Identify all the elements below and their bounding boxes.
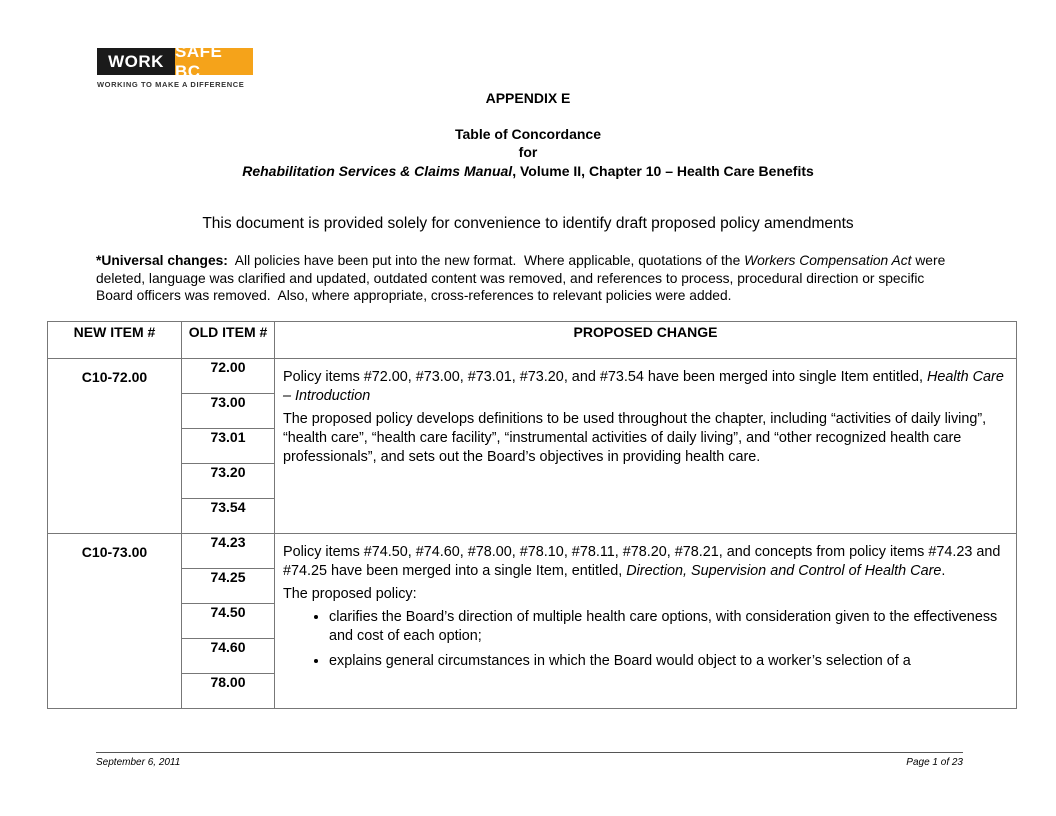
table-row xyxy=(48,534,1017,569)
footer-divider xyxy=(96,752,963,753)
change-intro: Policy items #72.00, #73.00, #73.01, #73.20, and #73.54 have been merged into single Item entitled, Health Care – Introduction xyxy=(283,369,1004,404)
manual-title xyxy=(0,163,1056,179)
logo-safebc-text: SAFE BC xyxy=(175,48,253,75)
change-intro: Policy items #74.50, #74.60, #78.00, #78.10, #78.11, #78.20, #78.21, and concepts from policy items #74.23 and #74.25 have been merged into a single Item, entitled, Direction, Supervision and Control of Health Care. xyxy=(283,544,1001,579)
old-item-cell: 74.23 xyxy=(182,534,275,569)
universal-changes-paragraph xyxy=(96,252,956,305)
universal-text-1: All policies have been put into the new format. Where applicable, quotations of the xyxy=(227,253,745,268)
table-header-row xyxy=(48,322,1017,359)
header-proposed-change: PROPOSED CHANGE xyxy=(275,322,1017,359)
proposed-change-cell xyxy=(275,359,1017,534)
proposed-change-cell xyxy=(275,534,1017,709)
logo-work-text: WORK xyxy=(97,48,175,75)
convenience-notice: This document is provided solely for convenience to identify draft proposed policy amendments xyxy=(202,215,854,232)
toc-for: for xyxy=(518,144,538,160)
universal-label: *Universal changes: xyxy=(96,253,228,268)
old-item-cell: 72.00 xyxy=(182,359,275,394)
old-item-cell: 74.25 xyxy=(182,569,275,604)
change-bullet-list xyxy=(283,608,1006,671)
change-title: Direction, Supervision and Control of Health Care xyxy=(626,563,942,579)
manual-name: Rehabilitation Services & Claims Manual xyxy=(242,163,513,179)
header-old-item: OLD ITEM # xyxy=(182,322,275,359)
footer-date: September 6, 2011 xyxy=(96,757,181,768)
old-item-cell: 78.00 xyxy=(182,674,275,709)
change-body: The proposed policy develops definitions to be used throughout the chapter, including “activities of daily living”, “health care”, “health care facility”, “instrumental activities of daily living”, and “other recognized health care professionals”, and sets out the Board’s objectives in providing health care. xyxy=(283,411,987,465)
table-row xyxy=(48,359,1017,394)
change-title: Health Care – Introduction xyxy=(283,369,1004,404)
old-item-cell: 73.00 xyxy=(182,394,275,429)
list-item: • clarifies the Board’s direction of multiple health care options, with consideration given to the effectiveness and cost of each option; xyxy=(329,608,1006,646)
toc-title: Table of Concordance xyxy=(455,126,601,142)
new-item-cell: C10-72.00 xyxy=(48,359,182,534)
new-item-cell: C10-73.00 xyxy=(48,534,182,709)
change-body: The proposed policy: xyxy=(283,586,417,602)
old-item-cell: 73.20 xyxy=(182,464,275,499)
appendix-title: APPENDIX E xyxy=(485,90,571,106)
manual-rest: , Volume II, Chapter 10 – Health Care Benefits xyxy=(512,163,814,179)
worksafebc-logo xyxy=(97,41,257,92)
header-new-item: NEW ITEM # xyxy=(48,322,182,359)
universal-text-2: were deleted, language was clarified and updated, outdated content was removed, and references to process, procedural direction or specific Board officers was removed. Also, where appropriate, cross-references to relevant policies were added. xyxy=(96,253,950,303)
old-item-cell: 74.60 xyxy=(182,639,275,674)
act-name: Workers Compensation Act xyxy=(744,253,912,268)
old-item-cell: 73.01 xyxy=(182,429,275,464)
old-item-cell: 74.50 xyxy=(182,604,275,639)
logo-tagline: WORKING TO MAKE A DIFFERENCE xyxy=(97,80,245,89)
logo-bar xyxy=(97,41,257,81)
footer-page-number: Page 1 of 23 xyxy=(906,757,963,768)
concordance-table xyxy=(47,321,1017,709)
old-item-cell: 73.54 xyxy=(182,499,275,534)
list-item: • explains general circumstances in which the Board would object to a worker’s selection of a xyxy=(329,652,1006,671)
